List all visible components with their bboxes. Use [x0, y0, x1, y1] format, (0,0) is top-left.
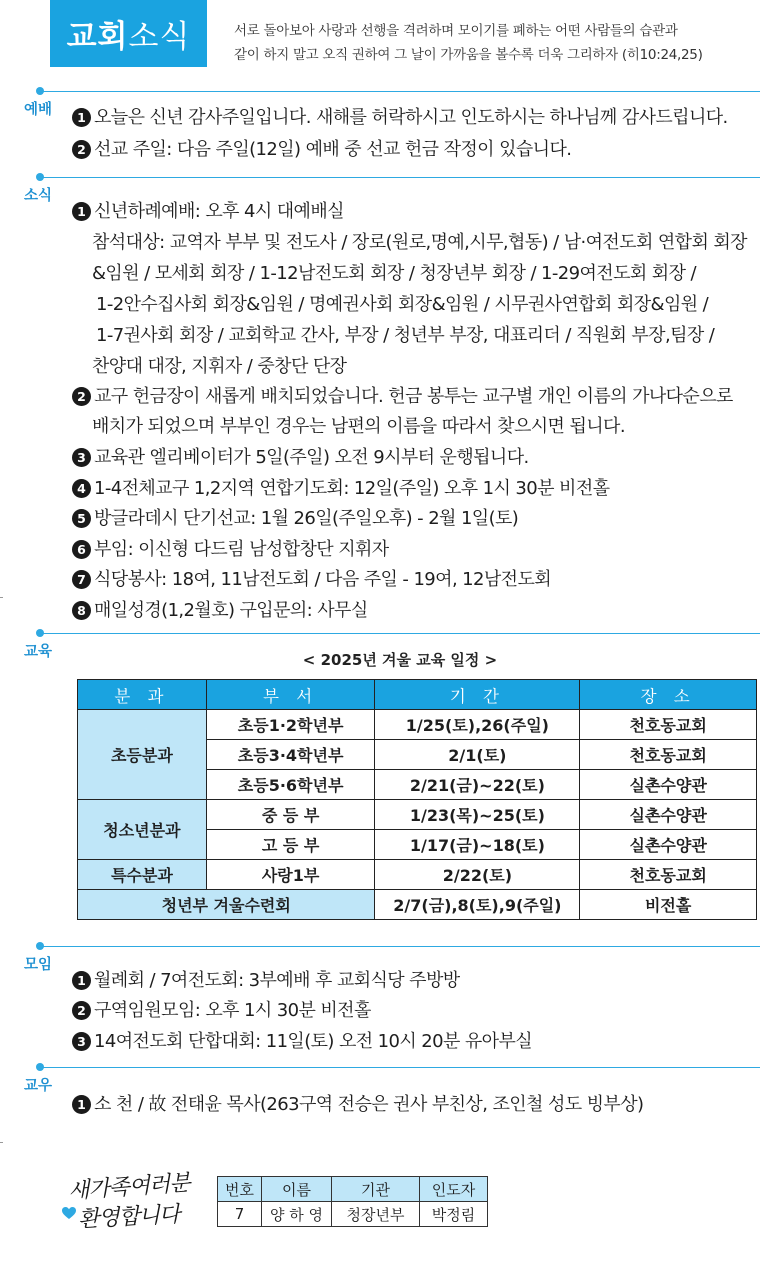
welcome-line-2: 환영합니다 [77, 1202, 180, 1233]
place-cell: 천호동교회 [580, 740, 757, 770]
divider-education [40, 633, 760, 634]
news-item-1 [72, 197, 344, 223]
period-cell: 2/1(토) [375, 740, 580, 770]
section-title-box [50, 0, 207, 67]
table-header-row [218, 1177, 488, 1202]
worship-item-2 [72, 135, 571, 161]
meeting-item-text: 14여전도회 단합대회: 11일(토) 오전 10시 20분 유아부실 [94, 1031, 533, 1052]
attendee-line: 찬양대 대장, 지휘자 / 중창단 단장 [92, 356, 347, 377]
guide-cell: 박정림 [420, 1202, 488, 1227]
section-label-education: 교육 [24, 644, 53, 660]
column-header: 기관 [332, 1177, 420, 1202]
place-cell: 비전홀 [580, 890, 757, 920]
attendee-line: 1-2안수집사회 회장&임원 / 명예권사회 회장&임원 / 시무권사연합회 회장&임원 / [96, 294, 709, 315]
edge-mark [0, 1142, 3, 1143]
table-row [78, 860, 757, 890]
table-row [78, 800, 757, 830]
division-cell: 사랑1부 [206, 860, 375, 890]
number-badge: 1 [72, 971, 91, 990]
news-item-2-cont: 배치가 되었으며 부부인 경우는 남편의 이름을 따라서 찾으시면 됩니다. [92, 416, 625, 437]
place-cell: 실촌수양관 [580, 830, 757, 860]
period-cell: 1/23(목)~25(토) [375, 800, 580, 830]
news-item-text: 방글라데시 단기선교: 1월 26일(주일오후) - 2월 1일(토) [94, 508, 519, 529]
meeting-item-1 [72, 966, 460, 992]
place-cell: 실촌수양관 [580, 800, 757, 830]
number-badge: 4 [72, 479, 91, 498]
place-cell: 천호동교회 [580, 860, 757, 890]
education-schedule-table [77, 679, 757, 920]
column-header: 기 간 [375, 680, 580, 710]
period-cell: 2/7(금),8(토),9(주일) [375, 890, 580, 920]
meeting-item-2 [72, 996, 371, 1022]
news-item-text: 부임: 이신형 다드림 남성합창단 지휘자 [94, 539, 389, 560]
divider-news [40, 177, 760, 178]
number-badge: 6 [72, 540, 91, 559]
dept-cell: 청소년분과 [78, 800, 207, 860]
news-item-text: 매일성경(1,2월호) 구입문의: 사무실 [94, 600, 368, 621]
title-bold: 교회 [66, 19, 129, 55]
number-badge: 3 [72, 448, 91, 467]
number-badge: 2 [72, 387, 91, 406]
column-header: 장 소 [580, 680, 757, 710]
scripture-verse [234, 19, 754, 67]
dept-cell: 초등분과 [78, 710, 207, 800]
meeting-item-3 [72, 1027, 532, 1053]
section-label-meetings: 모임 [24, 957, 53, 973]
number-badge: 8 [72, 601, 91, 620]
news-item-text: 교육관 엘리베이터가 5일(주일) 오전 9시부터 운행됩니다. [94, 447, 529, 468]
news-item-4 [72, 474, 609, 500]
section-label-condolence: 교우 [24, 1078, 53, 1094]
news-item-6 [72, 535, 389, 561]
division-cell: 초등1·2학년부 [206, 710, 375, 740]
table-row [78, 890, 757, 920]
place-cell: 천호동교회 [580, 710, 757, 740]
column-header: 인도자 [420, 1177, 488, 1202]
divider-worship [40, 91, 760, 92]
section-label-news: 소식 [24, 188, 53, 204]
attendee-line: 1-7권사회 회장 / 교회학교 간사, 부장 / 청년부 부장, 대표리더 / 직원회 부장,팀장 / [96, 325, 715, 346]
table-row [78, 710, 757, 740]
division-cell: 중 등 부 [206, 800, 375, 830]
period-cell: 1/25(토),26(주일) [375, 710, 580, 740]
news-item-8 [72, 596, 368, 622]
section-label-worship: 예배 [24, 102, 53, 118]
worship-item-1 [72, 103, 728, 129]
edge-mark [0, 597, 3, 598]
news-item-3 [72, 443, 529, 469]
education-table-title: < 2025년 겨울 교육 일정 > [302, 651, 498, 669]
divider-condolence [40, 1067, 760, 1068]
name-cell: 양 하 영 [262, 1202, 332, 1227]
condolence-item-1 [72, 1090, 643, 1116]
dept-cell: 청년부 겨울수련회 [78, 890, 375, 920]
divider-meetings [40, 946, 760, 947]
table-header-row [78, 680, 757, 710]
condolence-item-text: 소 천 / 故 전태윤 목사(263구역 전승은 권사 부친상, 조인철 성도 빙부상) [94, 1094, 644, 1115]
number-badge: 5 [72, 509, 91, 528]
meeting-item-text: 월례회 / 7여전도회: 3부예배 후 교회식당 주방방 [94, 970, 460, 991]
dept-cell: 특수분과 [78, 860, 207, 890]
title-light: 소식 [128, 19, 191, 55]
period-cell: 2/21(금)~22(토) [375, 770, 580, 800]
news-item-text: 신년하례예배: 오후 4시 대예배실 [94, 201, 344, 222]
news-item-text: 식당봉사: 18여, 11남전도회 / 다음 주일 - 19여, 12남전도회 [94, 569, 552, 590]
attendee-line: &임원 / 모세회 회장 / 1-12남전도회 회장 / 청장년부 회장 / 1-29여전도회 회장 / [92, 263, 696, 284]
org-cell: 청장년부 [332, 1202, 420, 1227]
number-badge: 1 [72, 108, 91, 127]
number-badge: 1 [72, 1095, 91, 1114]
column-header: 번호 [218, 1177, 262, 1202]
newcomer-table [217, 1176, 488, 1227]
division-cell: 고 등 부 [206, 830, 375, 860]
heart-icon [62, 1207, 76, 1220]
division-cell: 초등5·6학년부 [206, 770, 375, 800]
welcome-line-1: 새가족여러분 [67, 1170, 191, 1205]
meeting-item-text: 구역임원모임: 오후 1시 30분 비전홀 [94, 1000, 371, 1021]
news-item-text: 1-4전체교구 1,2지역 연합기도회: 12일(주일) 오후 1시 30분 비전홀 [94, 478, 610, 499]
attendee-line: 참석대상: 교역자 부부 및 전도사 / 장로(원로,명예,시무,협동) / 남·여전도회 연합회 회장 [92, 232, 747, 253]
welcome-calligraphy [62, 1170, 212, 1232]
news-item-5 [72, 504, 518, 530]
number-badge: 1 [72, 202, 91, 221]
number-badge: 3 [72, 1032, 91, 1051]
news-item-text: 교구 헌금장이 새롭게 배치되었습니다. 헌금 봉투는 교구별 개인 이름의 가나다순으로 [94, 386, 733, 407]
number-cell: 7 [218, 1202, 262, 1227]
news-item-7 [72, 565, 551, 591]
place-cell: 실촌수양관 [580, 770, 757, 800]
period-cell: 1/17(금)~18(토) [375, 830, 580, 860]
news-item-2 [72, 382, 733, 408]
column-header: 이름 [262, 1177, 332, 1202]
worship-item-text: 오늘은 신년 감사주일입니다. 새해를 허락하시고 인도하시는 하나님께 감사드립니다. [94, 107, 728, 128]
number-badge: 2 [72, 140, 91, 159]
column-header: 분 과 [78, 680, 207, 710]
table-row [218, 1202, 488, 1227]
number-badge: 2 [72, 1001, 91, 1020]
period-cell: 2/22(토) [375, 860, 580, 890]
number-badge: 7 [72, 570, 91, 589]
division-cell: 초등3·4학년부 [206, 740, 375, 770]
verse-line-1: 서로 돌아보아 사랑과 선행을 격려하며 모이기를 폐하는 어떤 사람들의 습관과 [234, 23, 678, 39]
column-header: 부 서 [206, 680, 375, 710]
verse-line-2: 같이 하지 말고 오직 권하여 그 날이 가까움을 볼수록 더욱 그리하자 (히10:24,25) [234, 47, 703, 63]
worship-item-text: 선교 주일: 다음 주일(12일) 예배 중 선교 헌금 작정이 있습니다. [94, 139, 572, 160]
